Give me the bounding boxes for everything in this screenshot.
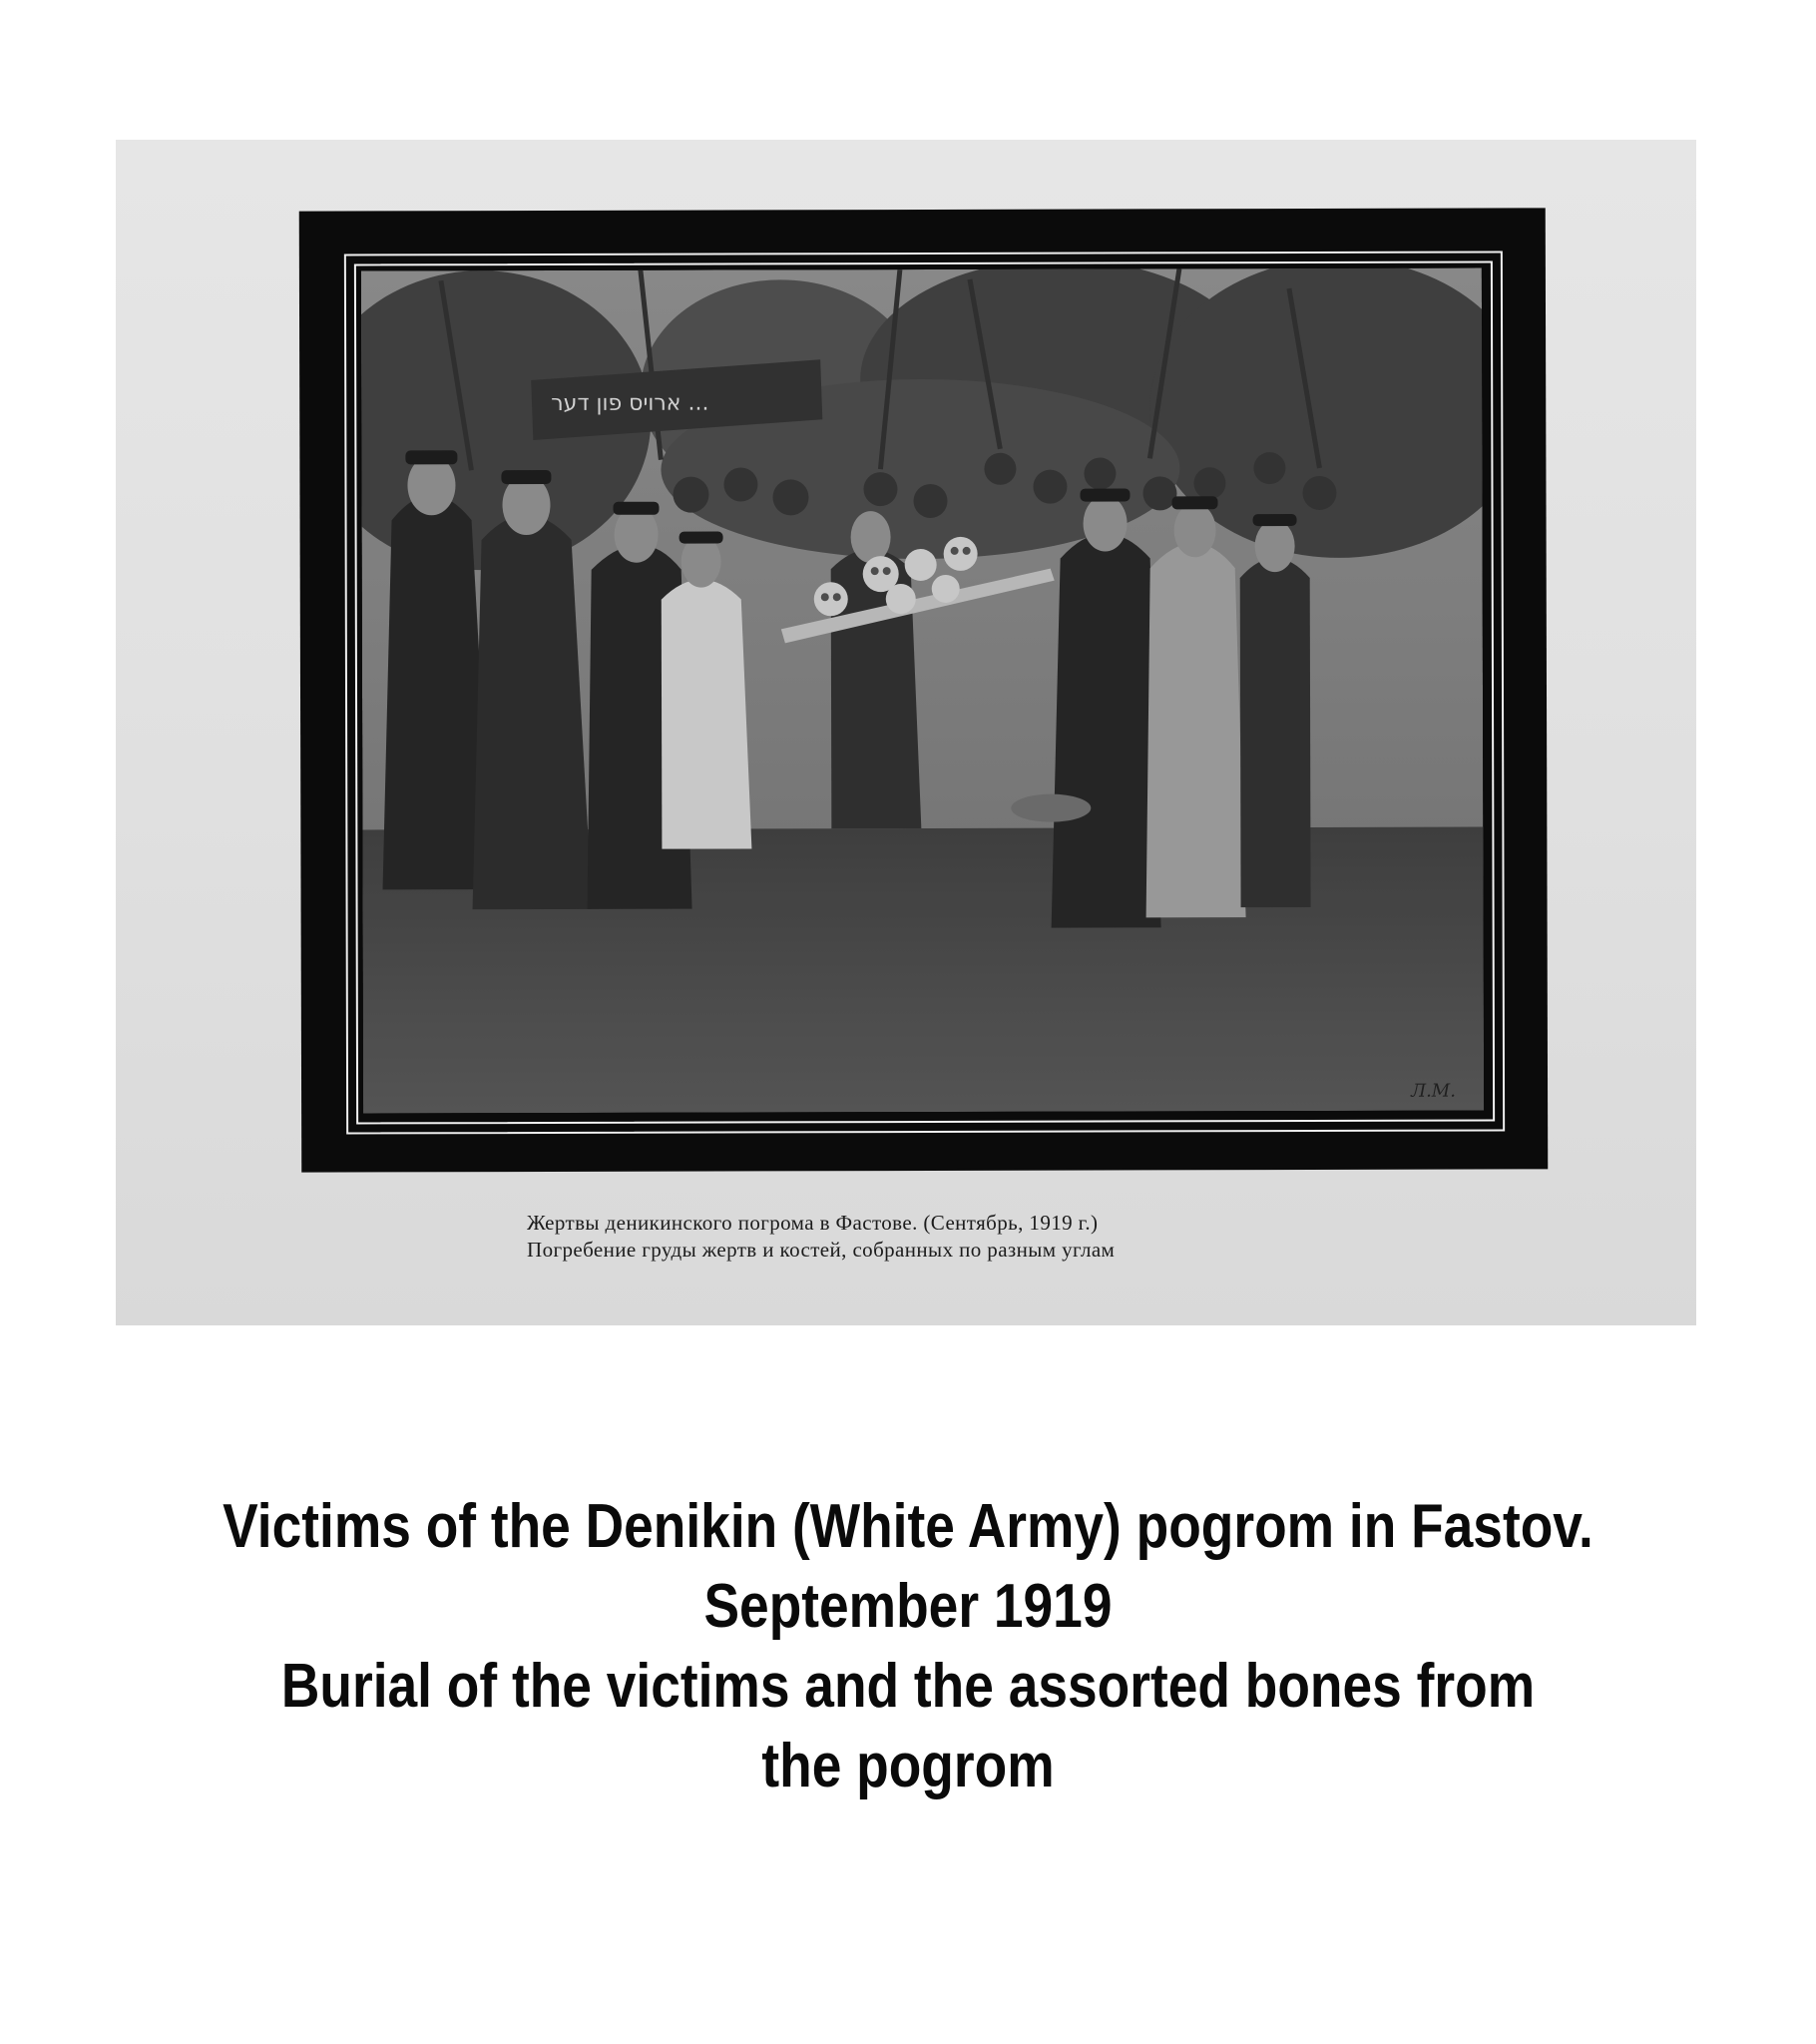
english-caption-line-4: the pogrom	[761, 1732, 1055, 1800]
russian-caption	[527, 1210, 1425, 1264]
mourning-frame	[299, 208, 1549, 1172]
english-caption	[127, 1487, 1688, 1806]
english-caption-line-2: September 1919	[703, 1572, 1113, 1641]
russian-caption-line-1: Жертвы деникинского погрома в Фастове. (Сентябрь, 1919 г.)	[527, 1211, 1099, 1235]
scanned-book-page	[116, 140, 1696, 1325]
english-caption-line-3: Burial of the victims and the assorted bones from	[280, 1652, 1536, 1721]
english-caption-line-1: Victims of the Denikin (White Army) pogrom in Fastov.	[223, 1492, 1593, 1561]
grain-overlay	[361, 268, 1484, 1114]
burial-photograph	[361, 268, 1484, 1114]
banner-text: ארויס פון דער ...	[551, 390, 709, 416]
photographer-signature: Л.М.	[1411, 1080, 1456, 1102]
russian-caption-line-2: Погребение груды жертв и костей, собранных по разным углам	[527, 1238, 1116, 1262]
